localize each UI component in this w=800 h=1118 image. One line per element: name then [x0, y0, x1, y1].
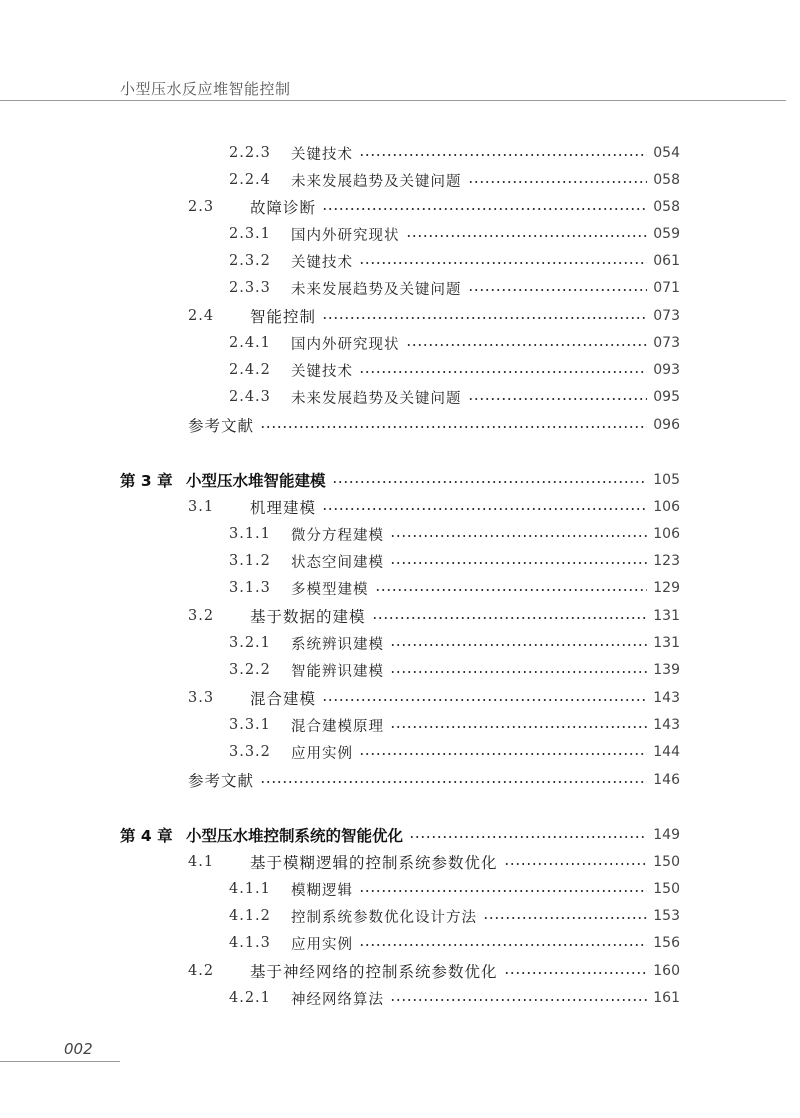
- toc-entry-title: 状态空间建模: [291, 554, 384, 571]
- toc-leader-dots: [359, 371, 647, 373]
- toc-leader-dots: [390, 671, 647, 673]
- toc-entry-title: 应用实例: [291, 936, 353, 953]
- toc-leader-dots: [359, 753, 647, 755]
- toc-entry-page: 150: [653, 854, 680, 870]
- toc-leader-dots: [260, 781, 647, 783]
- toc-entry-number: 4.1.2: [229, 908, 271, 924]
- toc-entry-number: 3.3.1: [229, 717, 271, 733]
- toc-leader-dots: [390, 644, 647, 646]
- toc-entry-title: 智能控制: [250, 308, 317, 326]
- toc-entry[interactable]: [229, 877, 680, 901]
- toc-leader-dots: [504, 972, 648, 974]
- toc-leader-dots: [390, 726, 647, 728]
- toc-entry[interactable]: [229, 740, 680, 764]
- toc-entry-number: 3.3: [188, 690, 215, 706]
- toc-entry[interactable]: [188, 850, 680, 874]
- toc-entry[interactable]: [229, 141, 680, 165]
- toc-entry-page: 143: [653, 690, 680, 706]
- toc-entry-title: 国内外研究现状: [291, 227, 400, 244]
- toc-entry[interactable]: [188, 686, 680, 710]
- toc-entry[interactable]: [229, 713, 680, 737]
- toc-entry[interactable]: [229, 549, 680, 573]
- toc-entry-title: 小型压水堆智能建模: [186, 472, 326, 490]
- toc-leader-dots: [372, 617, 648, 619]
- toc-entry-number: 2.2.3: [229, 145, 271, 161]
- toc-entry-page: 093: [653, 362, 680, 378]
- toc-entry-page: 139: [653, 662, 680, 678]
- toc-entry-title: 参考文献: [188, 417, 255, 435]
- toc-entry-title: 基于模糊逻辑的控制系统参数优化: [250, 854, 498, 872]
- toc-entry-number: 4.2.1: [229, 990, 271, 1006]
- toc-leader-dots: [483, 917, 647, 919]
- toc-leader-dots: [375, 589, 648, 591]
- toc-entry-page: 058: [653, 199, 680, 215]
- toc-entry-number: 2.4: [188, 308, 215, 324]
- toc-entry-title: 关键技术: [291, 363, 353, 380]
- footer-rule: [0, 1061, 120, 1062]
- toc-references-entry[interactable]: [188, 413, 680, 437]
- toc-entry-title: 故障诊断: [250, 199, 317, 217]
- toc-entry-page: 105: [653, 472, 680, 488]
- toc-entry-page: 129: [653, 580, 680, 596]
- toc-entry[interactable]: [229, 249, 680, 273]
- toc-entry-page: 146: [653, 772, 680, 788]
- toc-leader-dots: [322, 508, 647, 510]
- toc-entry[interactable]: [229, 358, 680, 382]
- toc-entry-number: 2.3.1: [229, 226, 271, 242]
- toc-entry-title: 未来发展趋势及关键问题: [291, 173, 462, 190]
- toc-entry-page: 123: [653, 553, 680, 569]
- toc-entry-title: 智能辨识建模: [291, 663, 384, 680]
- toc-entry-page: 073: [653, 308, 680, 324]
- toc-entry-number: 4.2: [188, 963, 215, 979]
- toc-entry-title: 系统辨识建模: [291, 636, 384, 653]
- toc-leader-dots: [359, 890, 647, 892]
- toc-entry[interactable]: [188, 495, 680, 519]
- toc-leader-dots: [406, 235, 648, 237]
- toc-entry-number: 3.2: [188, 608, 215, 624]
- toc-entry-number: 2.4.1: [229, 335, 271, 351]
- toc-entry-title: 国内外研究现状: [291, 336, 400, 353]
- toc-leader-dots: [322, 317, 647, 319]
- toc-entry[interactable]: [229, 522, 680, 546]
- toc-entry-title: 参考文献: [188, 772, 255, 790]
- toc-entry[interactable]: [229, 931, 680, 955]
- toc-entry-number: 4.1: [188, 854, 215, 870]
- toc-entry-title: 未来发展趋势及关键问题: [291, 390, 462, 407]
- toc-entry-title: 混合建模原理: [291, 718, 384, 735]
- toc-entry-number: 3.1.1: [229, 526, 271, 542]
- toc-entry[interactable]: [229, 276, 680, 300]
- toc-entry-page: 149: [653, 827, 680, 843]
- toc-entry-number: 第 4 章: [120, 827, 173, 845]
- toc-entry-number: 2.2.4: [229, 172, 271, 188]
- toc-entry-page: 106: [653, 499, 680, 515]
- toc-entry-page: 054: [653, 145, 680, 161]
- toc-entry-page: 143: [653, 717, 680, 733]
- toc-entry-number: 2.4.2: [229, 362, 271, 378]
- toc-entry-title: 神经网络算法: [291, 991, 384, 1008]
- toc-entry-number: 2.3.3: [229, 280, 271, 296]
- toc-leader-dots: [390, 535, 647, 537]
- toc-entry-page: 131: [653, 608, 680, 624]
- toc-leader-dots: [332, 481, 648, 483]
- toc-entry[interactable]: [229, 986, 680, 1010]
- toc-entry[interactable]: [229, 576, 680, 600]
- toc-entry-page: 131: [653, 635, 680, 651]
- toc-entry-title: 控制系统参数优化设计方法: [291, 909, 477, 926]
- toc-leader-dots: [390, 562, 647, 564]
- toc-leader-dots: [359, 154, 647, 156]
- toc-entry-number: 2.3.2: [229, 253, 271, 269]
- toc-references-entry[interactable]: [188, 768, 680, 792]
- toc-entry-page: 058: [653, 172, 680, 188]
- toc-entry-number: 3.1.3: [229, 580, 271, 596]
- toc-entry-title: 基于数据的建模: [250, 608, 366, 626]
- toc-entry[interactable]: [229, 168, 680, 192]
- toc-entry[interactable]: [229, 631, 680, 655]
- toc-entry-title: 模糊逻辑: [291, 882, 353, 899]
- toc-leader-dots: [409, 836, 647, 838]
- toc-entry-number: 第 3 章: [120, 472, 173, 490]
- toc-entry-title: 多模型建模: [291, 581, 369, 598]
- toc-leader-dots: [322, 208, 647, 210]
- toc-entry[interactable]: [188, 304, 680, 328]
- toc-entry-number: 3.2.1: [229, 635, 271, 651]
- toc-entry-page: 059: [653, 226, 680, 242]
- toc-entry-page: 095: [653, 389, 680, 405]
- toc-entry-title: 小型压水堆控制系统的智能优化: [186, 827, 404, 845]
- toc-leader-dots: [322, 699, 647, 701]
- toc-entry-title: 基于神经网络的控制系统参数优化: [250, 963, 498, 981]
- toc-entry[interactable]: [229, 222, 680, 246]
- toc-leader-dots: [468, 398, 648, 400]
- toc-entry-page: 161: [653, 990, 680, 1006]
- toc-entry-title: 未来发展趋势及关键问题: [291, 281, 462, 298]
- toc-entry-title: 关键技术: [291, 254, 353, 271]
- toc-entry-page: 071: [653, 280, 680, 296]
- toc-entry[interactable]: [188, 604, 680, 628]
- toc-entry-number: 2.3: [188, 199, 215, 215]
- toc-entry-page: 156: [653, 935, 680, 951]
- page-number: 002: [64, 1040, 93, 1058]
- toc-entry-number: 3.1: [188, 499, 215, 515]
- toc-leader-dots: [504, 863, 648, 865]
- toc-entry-number: 2.4.3: [229, 389, 271, 405]
- toc-entry-title: 混合建模: [250, 690, 317, 708]
- toc-entry[interactable]: [229, 331, 680, 355]
- toc-entry-page: 061: [653, 253, 680, 269]
- running-header: 小型压水反应堆智能控制: [120, 80, 291, 98]
- toc-entry-page: 153: [653, 908, 680, 924]
- toc-leader-dots: [468, 181, 648, 183]
- toc-entry-number: 3.2.2: [229, 662, 271, 678]
- toc-entry-title: 微分方程建模: [291, 527, 384, 544]
- toc-entry[interactable]: [229, 385, 680, 409]
- toc-entry-title: 机理建模: [250, 499, 317, 517]
- toc-leader-dots: [359, 262, 647, 264]
- toc-entry[interactable]: [188, 195, 680, 219]
- toc-entry-number: 4.1.3: [229, 935, 271, 951]
- toc-entry-title: 应用实例: [291, 745, 353, 762]
- toc-entry-title: 关键技术: [291, 146, 353, 163]
- toc-leader-dots: [468, 289, 648, 291]
- toc-entry-page: 073: [653, 335, 680, 351]
- toc-entry-page: 150: [653, 881, 680, 897]
- toc-entry-page: 106: [653, 526, 680, 542]
- toc-entry-number: 3.1.2: [229, 553, 271, 569]
- toc-chapter-entry[interactable]: [120, 468, 680, 492]
- toc-leader-dots: [406, 344, 648, 346]
- toc-entry-page: 096: [653, 417, 680, 433]
- toc-entry[interactable]: [229, 904, 680, 928]
- toc-entry-page: 160: [653, 963, 680, 979]
- toc-leader-dots: [390, 999, 647, 1001]
- toc-chapter-entry[interactable]: [120, 823, 680, 847]
- toc-leader-dots: [359, 944, 647, 946]
- toc-leader-dots: [260, 426, 647, 428]
- toc-entry-page: 144: [653, 744, 680, 760]
- toc-entry-number: 3.3.2: [229, 744, 271, 760]
- toc-entry-number: 4.1.1: [229, 881, 271, 897]
- toc-entry[interactable]: [229, 658, 680, 682]
- toc-entry[interactable]: [188, 959, 680, 983]
